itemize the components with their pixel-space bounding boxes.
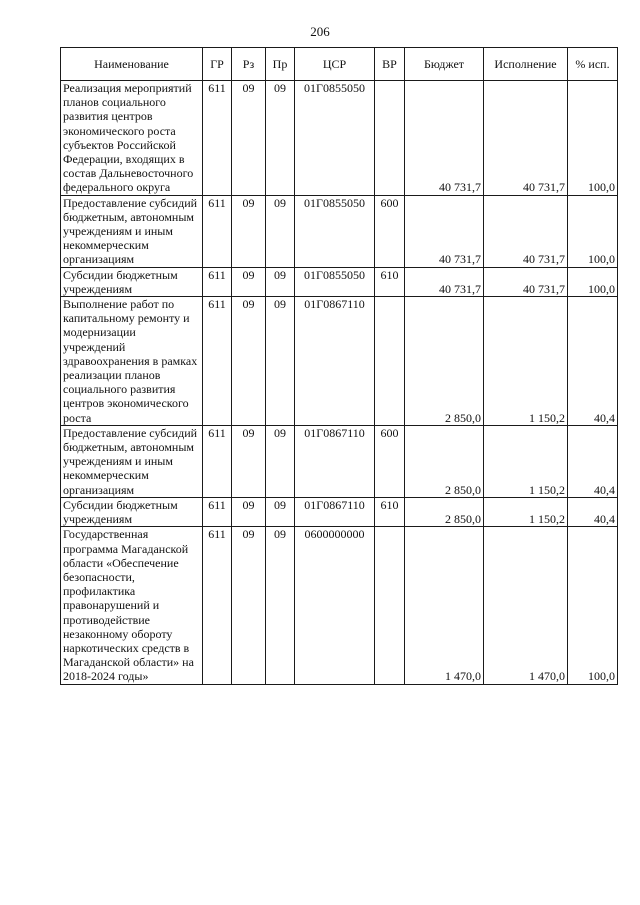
row-execution: 1 150,2 [484,497,568,526]
row-csr: 01Г0867110 [295,425,375,497]
row-name: Выполнение работ по капитальному ремонту и модернизации учреждений здравоохранения в рамках реализации планов социального развития центров экономического роста [61,297,203,426]
row-name: Реализация мероприятий планов социального развития центров экономического роста субъектов Российской Федерации, входящих в состав Дальневосточного федерального округа [61,81,203,196]
row-vr [375,527,405,684]
row-pr: 09 [266,425,295,497]
table-header [61,48,618,81]
row-pr: 09 [266,195,295,267]
row-budget: 1 470,0 [405,527,484,684]
header-row [61,48,618,81]
row-rz: 09 [232,297,266,426]
header-vr: ВР [375,48,405,81]
row-csr: 01Г0855050 [295,267,375,296]
row-name: Предоставление субсидий бюджетным, автономным учреждениям и иным некоммерческим организациям [61,195,203,267]
header-rz: Рз [232,48,266,81]
row-execution: 1 470,0 [484,527,568,684]
row-name: Субсидии бюджетным учреждениям [61,267,203,296]
header-gr: ГР [203,48,232,81]
row-rz: 09 [232,497,266,526]
row-execution: 1 150,2 [484,425,568,497]
row-csr: 01Г0855050 [295,81,375,196]
header-percent: % исп. [568,48,618,81]
row-percent: 100,0 [568,81,618,196]
row-csr: 01Г0867110 [295,497,375,526]
table-row [61,195,618,267]
header-name: Наименование [61,48,203,81]
row-gr: 611 [203,425,232,497]
row-rz: 09 [232,267,266,296]
row-gr: 611 [203,497,232,526]
row-percent: 100,0 [568,527,618,684]
table-body [61,81,618,685]
table-row [61,81,618,196]
row-budget: 2 850,0 [405,497,484,526]
row-rz: 09 [232,527,266,684]
row-name: Государственная программа Магаданской области «Обеспечение безопасности, профилактика правонарушений и противодействие незаконному обороту наркотических средств в Магаданской области» на 2018-2024 годы» [61,527,203,684]
budget-table [60,47,618,685]
row-gr: 611 [203,527,232,684]
row-execution: 40 731,7 [484,195,568,267]
row-pr: 09 [266,527,295,684]
row-rz: 09 [232,425,266,497]
table-row [61,267,618,296]
header-pr: Пр [266,48,295,81]
row-percent: 40,4 [568,425,618,497]
row-pr: 09 [266,297,295,426]
row-pr: 09 [266,497,295,526]
row-csr: 01Г0855050 [295,195,375,267]
row-budget: 40 731,7 [405,267,484,296]
header-budget: Бюджет [405,48,484,81]
row-vr: 600 [375,195,405,267]
table-row [61,297,618,426]
page-number: 206 [310,24,330,39]
row-execution: 1 150,2 [484,297,568,426]
row-execution: 40 731,7 [484,267,568,296]
row-budget: 2 850,0 [405,297,484,426]
row-percent: 40,4 [568,497,618,526]
row-budget: 40 731,7 [405,81,484,196]
row-budget: 2 850,0 [405,425,484,497]
table-row [61,425,618,497]
row-rz: 09 [232,195,266,267]
row-gr: 611 [203,81,232,196]
row-pr: 09 [266,267,295,296]
row-budget: 40 731,7 [405,195,484,267]
row-gr: 611 [203,195,232,267]
row-rz: 09 [232,81,266,196]
row-gr: 611 [203,267,232,296]
row-percent: 40,4 [568,297,618,426]
row-percent: 100,0 [568,195,618,267]
row-pr: 09 [266,81,295,196]
row-execution: 40 731,7 [484,81,568,196]
row-gr: 611 [203,297,232,426]
row-vr: 610 [375,497,405,526]
row-vr [375,297,405,426]
row-name: Субсидии бюджетным учреждениям [61,497,203,526]
header-execution: Исполнение [484,48,568,81]
table-row [61,497,618,526]
row-percent: 100,0 [568,267,618,296]
row-csr: 01Г0867110 [295,297,375,426]
row-vr: 600 [375,425,405,497]
row-vr [375,81,405,196]
row-csr: 0600000000 [295,527,375,684]
header-csr: ЦСР [295,48,375,81]
table-row [61,527,618,684]
row-vr: 610 [375,267,405,296]
row-name: Предоставление субсидий бюджетным, автономным учреждениям и иным некоммерческим организациям [61,425,203,497]
